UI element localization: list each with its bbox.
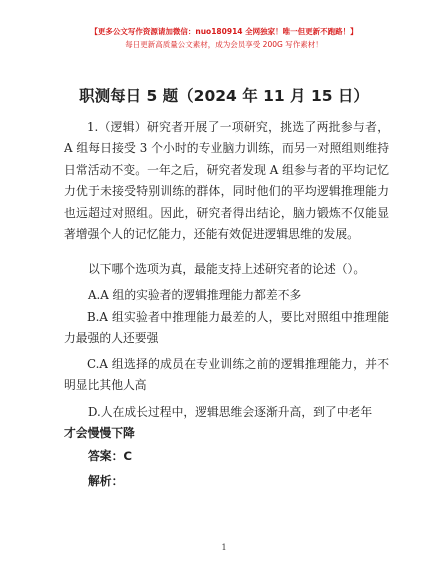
page-title: 职测每日 5 题（2024 年 11 月 15 日） xyxy=(79,87,369,105)
answer-label: 答案：C xyxy=(88,449,133,463)
option-d-line-2: 才会慢慢下降 xyxy=(64,426,135,440)
analysis-label: 解析： xyxy=(88,474,124,488)
question-prompt: 以下哪个选项为真，最能支持上述研究者的论述（）。 xyxy=(88,262,366,276)
question-paragraph: 1.（逻辑）研究者开展了一项研究，挑选了两批参与者，A 组每日接受 3 个小时的专业脑力训练，而另一对照组则维持日常活动不变。一年之后，研究者发现 A 组参与者的平均记忆力优于未接受特别训练的群体，同时他们的平均逻辑推理能力也远超过对照组。因此，研究者得出结论，脑力锻炼不仅能显著增强个人的记忆能力，还能有效促进逻辑思维的发展。 xyxy=(64,120,389,242)
page-number: 1 xyxy=(221,543,227,552)
option-d-line-1: D.人在成长过程中，逻辑思维会逐渐升高，到了中老年 xyxy=(88,405,373,419)
promo-banner-line-2: 每日更新高质量公文素材，成为会员享受 200G 写作素材！ xyxy=(125,40,323,49)
option-c: C.A 组选择的成员在专业训练之前的逻辑推理能力，并不明显比其他人高 xyxy=(64,357,389,393)
option-a: A.A 组的实验者的逻辑推理能力都差不多 xyxy=(88,288,302,302)
option-b: B.A 组实验者中推理能力最差的人，要比对照组中推理能力最强的人还要强 xyxy=(64,310,389,346)
promo-banner-line-1: 【更多公文写作资源请加微信：nuo180914 全网独家！唯一但更新不跑路！】 xyxy=(90,27,358,36)
